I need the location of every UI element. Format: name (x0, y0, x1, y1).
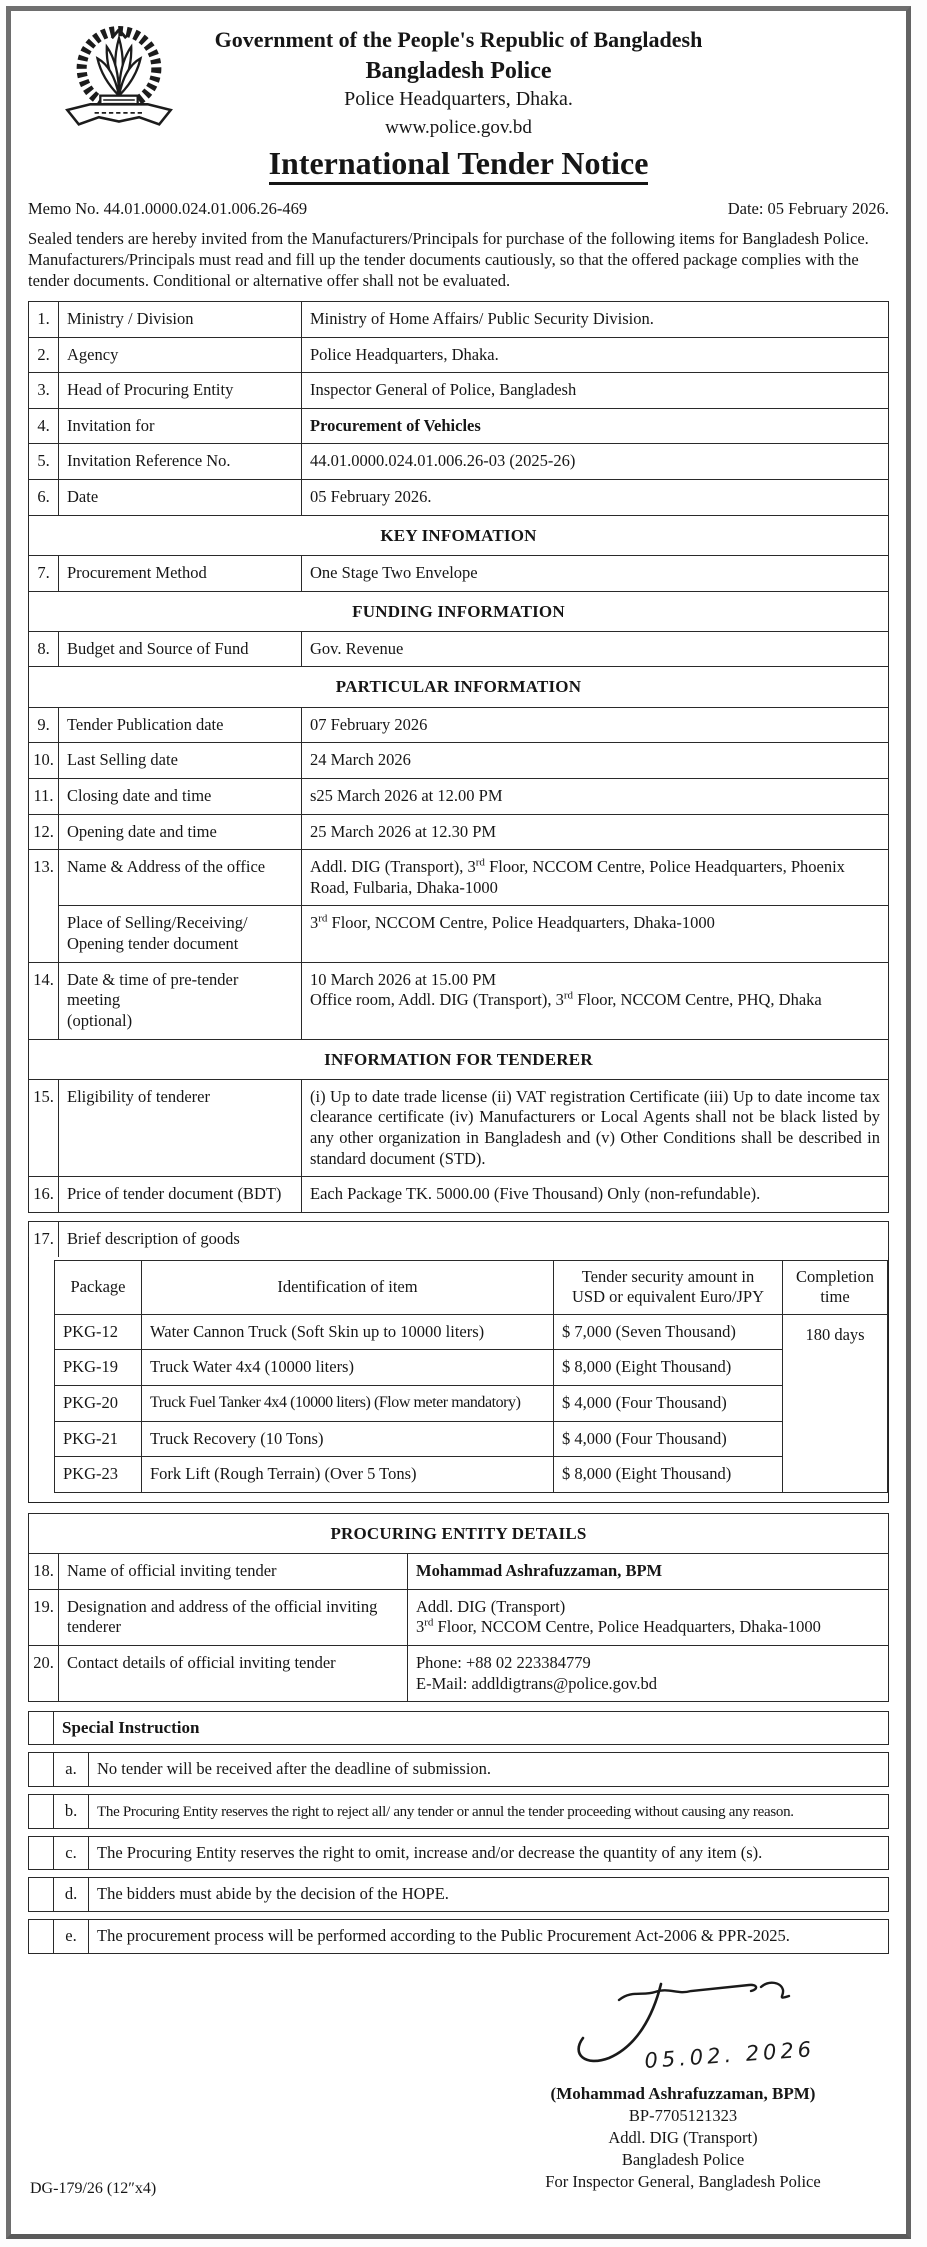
row-label: Name of official inviting tender (59, 1554, 408, 1590)
special-instructions (28, 1711, 889, 1953)
document-header (28, 19, 889, 185)
section-header: PARTICULAR INFORMATION (29, 667, 889, 707)
row-label: Closing date and time (59, 778, 302, 814)
row-value: 07 February 2026 (302, 707, 889, 743)
row-label: Place of Selling/Receiving/ Opening tender document (59, 906, 302, 962)
row-number: 16. (29, 1177, 59, 1213)
goods-row (55, 1314, 888, 1350)
instruction-letter: b. (54, 1795, 89, 1828)
row-value: 44.01.0000.024.01.006.26-03 (2025-26) (302, 444, 889, 480)
document-footer (28, 1970, 889, 2210)
spacer-cell (29, 1920, 54, 1953)
special-instruction-item (28, 1877, 889, 1912)
package-code: PKG-20 (55, 1386, 142, 1422)
signature-icon (533, 1970, 833, 2082)
bangladesh-police-emblem-icon (44, 21, 194, 133)
row-label: Procurement Method (59, 555, 302, 591)
table-row (29, 444, 889, 480)
signatory-designation: Addl. DIG (Transport) (608, 2127, 758, 2147)
row-label: Invitation Reference No. (59, 444, 302, 480)
row-value: Addl. DIG (Transport) 3rd Floor, NCCOM Centre, Police Headquarters, Dhaka-1000 (408, 1589, 889, 1645)
table-row (29, 743, 889, 779)
row-value: 24 March 2026 (302, 743, 889, 779)
row-value: 3rd Floor, NCCOM Centre, Police Headquarters, Dhaka-1000 (302, 906, 889, 962)
table-row (29, 373, 889, 409)
table-row (29, 301, 889, 337)
package-code: PKG-12 (55, 1314, 142, 1350)
row-label: Budget and Source of Fund (59, 631, 302, 667)
row-number: 11. (29, 778, 59, 814)
spacer-cell (29, 1837, 54, 1870)
row-label: Contact details of official inviting tender (59, 1646, 408, 1702)
tender-security-amount: $ 7,000 (Seven Thousand) (554, 1314, 783, 1350)
row-label: Date & time of pre-tender meeting (optional) (59, 962, 302, 1039)
website-url: www.police.gov.bd (385, 117, 532, 138)
row-value: Procurement of Vehicles (302, 408, 889, 444)
completion-time: 180 days (783, 1314, 888, 1492)
row-label: Eligibility of tenderer (59, 1079, 302, 1177)
row-number: 2. (29, 337, 59, 373)
tender-info-table (28, 301, 889, 1213)
entity-table (28, 1513, 889, 1702)
goods-title: Brief description of goods (59, 1221, 889, 1256)
row-label: Agency (59, 337, 302, 373)
special-instruction-item (28, 1919, 889, 1954)
table-row (29, 707, 889, 743)
item-description: Truck Water 4x4 (10000 liters) (142, 1350, 554, 1386)
government-line: Government of the People's Republic of Bangladesh (214, 27, 703, 52)
row-value: Mohammad Ashrafuzzaman, BPM (408, 1554, 889, 1590)
row-label: Opening date and time (59, 814, 302, 850)
row-number: 15. (29, 1079, 59, 1177)
row-number: 6. (29, 480, 59, 516)
table-row (29, 778, 889, 814)
table-row (29, 906, 889, 962)
row-value: 10 March 2026 at 15.00 PM Office room, Addl. DIG (Transport), 3rd Floor, NCCOM Centre, PHQ, Dhaka (302, 962, 889, 1039)
spacer-cell (29, 1795, 54, 1828)
signatory-bp-number: BP-7705121323 (628, 2105, 738, 2125)
table-row (29, 1554, 889, 1590)
table-row (29, 1177, 889, 1213)
instruction-text: The procurement process will be performed according to the Public Procurement Act-2006 & PPR-2025. (97, 1925, 790, 1945)
table-row (29, 1589, 889, 1645)
instruction-letter: c. (54, 1837, 89, 1870)
spacer-cell (29, 1712, 54, 1744)
table-row (29, 962, 889, 1039)
tender-security-amount: $ 4,000 (Four Thousand) (554, 1386, 783, 1422)
spacer-cell (29, 1878, 54, 1911)
item-description: Truck Fuel Tanker 4x4 (10000 liters) (Flow meter mandatory) (142, 1386, 554, 1422)
row-number: 9. (29, 707, 59, 743)
row-value: Police Headquarters, Dhaka. (302, 337, 889, 373)
table-row (29, 555, 889, 591)
special-instruction-item (28, 1794, 889, 1829)
table-row (29, 515, 889, 555)
row-number: 8. (29, 631, 59, 667)
table-row (29, 337, 889, 373)
instruction-letter: e. (54, 1920, 89, 1953)
table-row (29, 1079, 889, 1177)
table-row (29, 667, 889, 707)
signature-block (483, 1970, 883, 2192)
special-instruction-item (28, 1836, 889, 1871)
table-row (29, 480, 889, 516)
table-row (29, 591, 889, 631)
signatory-organization: Bangladesh Police (621, 2149, 745, 2169)
goods-table (54, 1260, 888, 1493)
signatory-for-line: For Inspector General, Bangladesh Police (545, 2171, 821, 2191)
package-code: PKG-21 (55, 1421, 142, 1457)
tender-notice-page (6, 6, 911, 2239)
row-value: Ministry of Home Affairs/ Public Security Division. (302, 301, 889, 337)
tender-security-amount: $ 8,000 (Eight Thousand) (554, 1457, 783, 1493)
row-number: 10. (29, 743, 59, 779)
row-value: One Stage Two Envelope (302, 555, 889, 591)
row-number: 4. (29, 408, 59, 444)
row-number: 5. (29, 444, 59, 480)
row-number: 12. (29, 814, 59, 850)
goods-section (28, 1221, 889, 1503)
print-code: DG-179/26 (12″x4) (30, 2179, 157, 2197)
table-row (29, 1039, 889, 1079)
special-instruction-title: Special Instruction (62, 1718, 200, 1738)
instruction-letter: d. (54, 1878, 89, 1911)
row-label: Last Selling date (59, 743, 302, 779)
row-number: 14. (29, 962, 59, 1039)
row-value: 05 February 2026. (302, 480, 889, 516)
intro-paragraph: Sealed tenders are hereby invited from the Manufacturers/Principals for purchase of the following items for Bangladesh Police. Manufacturers/Principals must read and fill up the tender documents cautiously, so that the offered package complies with the tender documents. Conditional or alternative offer shall not be evaluated. (28, 228, 869, 290)
row-label: Invitation for (59, 408, 302, 444)
notice-date: Date: 05 February 2026. (727, 198, 889, 218)
row-number: 17. (29, 1221, 59, 1256)
row-number: 7. (29, 555, 59, 591)
goods-column-header: Package (55, 1260, 142, 1314)
spacer-cell (29, 1753, 54, 1786)
goods-row (55, 1421, 888, 1457)
instruction-text: The bidders must abide by the decision of the HOPE. (97, 1884, 449, 1904)
special-instruction-item (28, 1752, 889, 1787)
row-value: 25 March 2026 at 12.30 PM (302, 814, 889, 850)
signature-date: 05.02. 2026 (643, 2036, 816, 2073)
section-header: KEY INFOMATION (29, 515, 889, 555)
row-value: s25 March 2026 at 12.00 PM (302, 778, 889, 814)
row-label: Name & Address of the office (59, 850, 302, 906)
table-row (29, 408, 889, 444)
row-label: Date (59, 480, 302, 516)
goods-column-header: Tender security amount in USD or equivalent Euro/JPY (554, 1260, 783, 1314)
row-number: 13. (29, 850, 59, 963)
row-number: 1. (29, 301, 59, 337)
item-description: Truck Recovery (10 Tons) (142, 1421, 554, 1457)
signatory-name: (Mohammad Ashrafuzzaman, BPM) (550, 2083, 816, 2103)
row-number: 19. (29, 1589, 59, 1645)
row-number: 20. (29, 1646, 59, 1702)
row-label: Designation and address of the official inviting tenderer (59, 1589, 408, 1645)
package-code: PKG-19 (55, 1350, 142, 1386)
row-label: Ministry / Division (59, 301, 302, 337)
row-value: Phone: +88 02 223384779 E-Mail: addldigtrans@police.gov.bd (408, 1646, 889, 1702)
goods-row (55, 1350, 888, 1386)
special-instruction-title-row (28, 1711, 889, 1745)
table-row (29, 1646, 889, 1702)
section-header: FUNDING INFORMATION (29, 591, 889, 631)
memo-row (28, 199, 889, 219)
goods-row (55, 1457, 888, 1493)
instruction-text: No tender will be received after the deadline of submission. (97, 1759, 492, 1779)
item-description: Water Cannon Truck (Soft Skin up to 10000 liters) (142, 1314, 554, 1350)
row-label: Price of tender document (BDT) (59, 1177, 302, 1213)
table-row (29, 814, 889, 850)
section-header: PROCURING ENTITY DETAILS (29, 1513, 889, 1553)
row-number: 18. (29, 1554, 59, 1590)
row-value: Gov. Revenue (302, 631, 889, 667)
tender-security-amount: $ 8,000 (Eight Thousand) (554, 1350, 783, 1386)
package-code: PKG-23 (55, 1457, 142, 1493)
goods-column-header: Completion time (783, 1260, 888, 1314)
row-value: Addl. DIG (Transport), 3rd Floor, NCCOM Centre, Police Headquarters, Phoenix Road, Fulbaria, Dhaka-1000 (302, 850, 889, 906)
table-row (29, 850, 889, 906)
instruction-letter: a. (54, 1753, 89, 1786)
row-number: 3. (29, 373, 59, 409)
row-label: Head of Procuring Entity (59, 373, 302, 409)
item-description: Fork Lift (Rough Terrain) (Over 5 Tons) (142, 1457, 554, 1493)
instruction-text: The Procuring Entity reserves the right to reject all/ any tender or annul the tender proceeding without causing any reason. (97, 1803, 794, 1820)
row-value: Inspector General of Police, Bangladesh (302, 373, 889, 409)
organization-name: Bangladesh Police (365, 58, 552, 84)
memo-number: Memo No. 44.01.0000.024.01.006.26-469 (28, 198, 308, 218)
notice-title: International Tender Notice (269, 147, 649, 185)
section-header: INFORMATION FOR TENDERER (29, 1039, 889, 1079)
instruction-text: The Procuring Entity reserves the right to omit, increase and/or decrease the quantity of any item (s). (97, 1842, 763, 1862)
goods-row (55, 1386, 888, 1422)
table-row (29, 631, 889, 667)
row-value: (i) Up to date trade license (ii) VAT registration Certificate (iii) Up to date income tax clearance certificate (iv) Manufacturers or Local Agents shall not be black listed by any other organization in Bangladesh and (v) Other Conditions shall be described in standard document (STD). (302, 1079, 889, 1177)
row-value: Each Package TK. 5000.00 (Five Thousand) Only (non-refundable). (302, 1177, 889, 1213)
tender-security-amount: $ 4,000 (Four Thousand) (554, 1421, 783, 1457)
row-label: Tender Publication date (59, 707, 302, 743)
hq-address: Police Headquarters, Dhaka. (344, 88, 573, 110)
goods-column-header: Identification of item (142, 1260, 554, 1314)
